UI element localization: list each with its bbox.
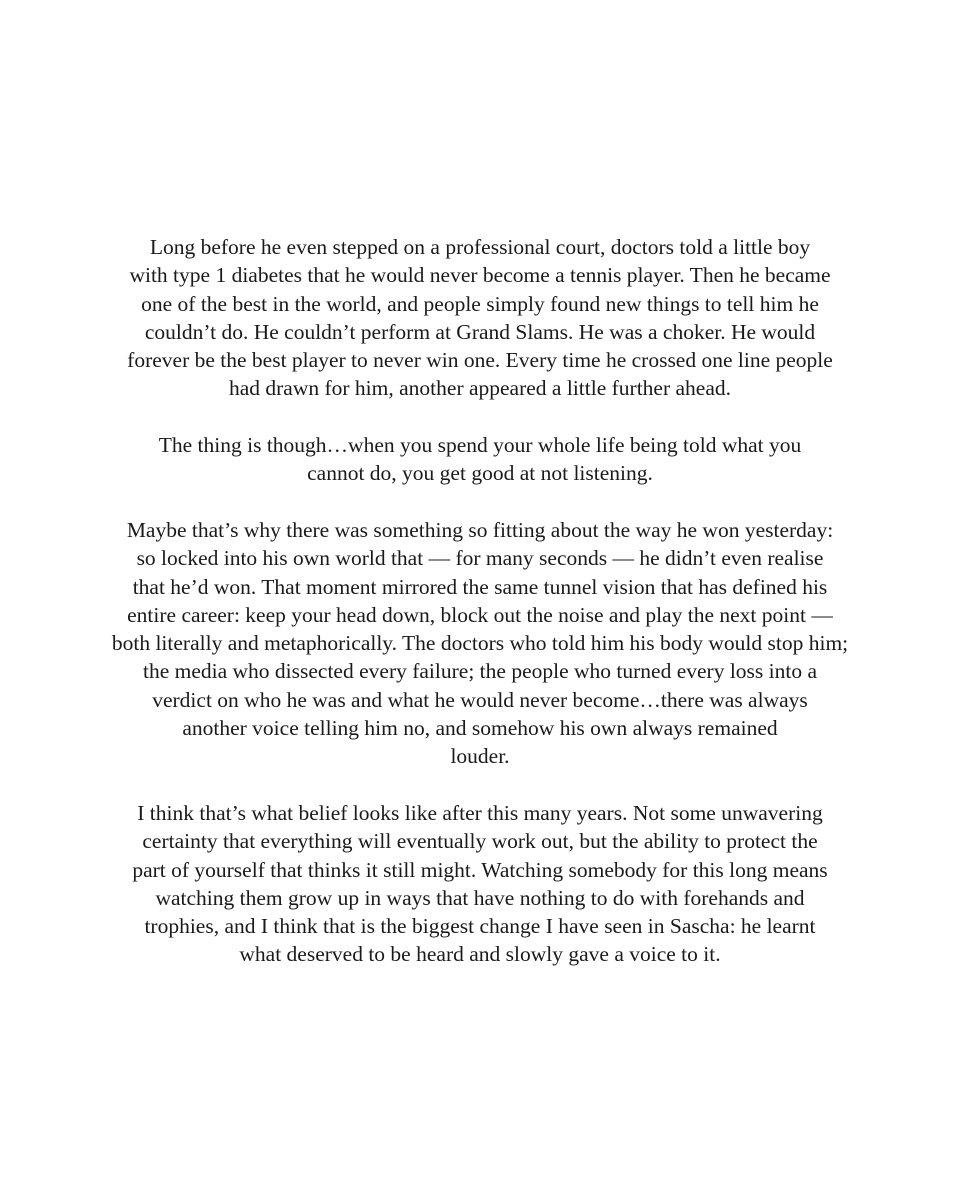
- text-line: The thing is though…when you spend your whole life being told what you: [158, 433, 802, 458]
- text-line: cannot do, you get good at not listening.: [307, 461, 653, 486]
- text-line: the media who dissected every failure; the people who turned every loss into a: [142, 659, 818, 684]
- text-line: that he’d won. That moment mirrored the same tunnel vision that has defined his: [132, 574, 828, 599]
- text-line: what deserved to be heard and slowly gave a voice to it.: [239, 942, 721, 967]
- text-line: with type 1 diabetes that he would never become a tennis player. Then he became: [129, 263, 831, 288]
- text-line: certainty that everything will eventually work out, but the ability to protect the: [142, 829, 818, 854]
- paragraph-2: [0, 431, 960, 488]
- paragraph-1: [0, 233, 960, 403]
- text-line: one of the best in the world, and people simply found new things to tell him he: [141, 291, 819, 316]
- text-line: both literally and metaphorically. The doctors who told him his body would stop him;: [111, 631, 849, 656]
- paragraph-3: [0, 516, 960, 771]
- text-line: louder.: [450, 744, 510, 769]
- text-line: Maybe that’s why there was something so fitting about the way he won yesterday:: [126, 517, 834, 542]
- text-line: Long before he even stepped on a professional court, doctors told a little boy: [149, 235, 811, 259]
- paragraph-4: [0, 799, 960, 969]
- text-line: another voice telling him no, and somehow his own always remained: [182, 716, 778, 741]
- text-line: part of yourself that thinks it still might. Watching somebody for this long means: [132, 857, 828, 882]
- text-line: entire career: keep your head down, block out the noise and play the next point —: [127, 602, 833, 627]
- text-line: verdict on who he was and what he would never become…there was always: [152, 687, 808, 712]
- text-line: so locked into his own world that — for many seconds — he didn’t even realise: [136, 546, 824, 571]
- text-line: had drawn for him, another appeared a little further ahead.: [228, 376, 732, 401]
- text-line: trophies, and I think that is the biggest change I have seen in Sascha: he learnt: [144, 914, 816, 939]
- text-line: I think that’s what belief looks like after this many years. Not some unwavering: [137, 800, 823, 825]
- text-line: forever be the best player to never win one. Every time he crossed one line people: [127, 348, 833, 373]
- text-line: couldn’t do. He couldn’t perform at Grand Slams. He was a choker. He would: [144, 319, 816, 344]
- text-line: watching them grow up in ways that have nothing to do with forehands and: [155, 885, 805, 910]
- body-text: [0, 233, 960, 997]
